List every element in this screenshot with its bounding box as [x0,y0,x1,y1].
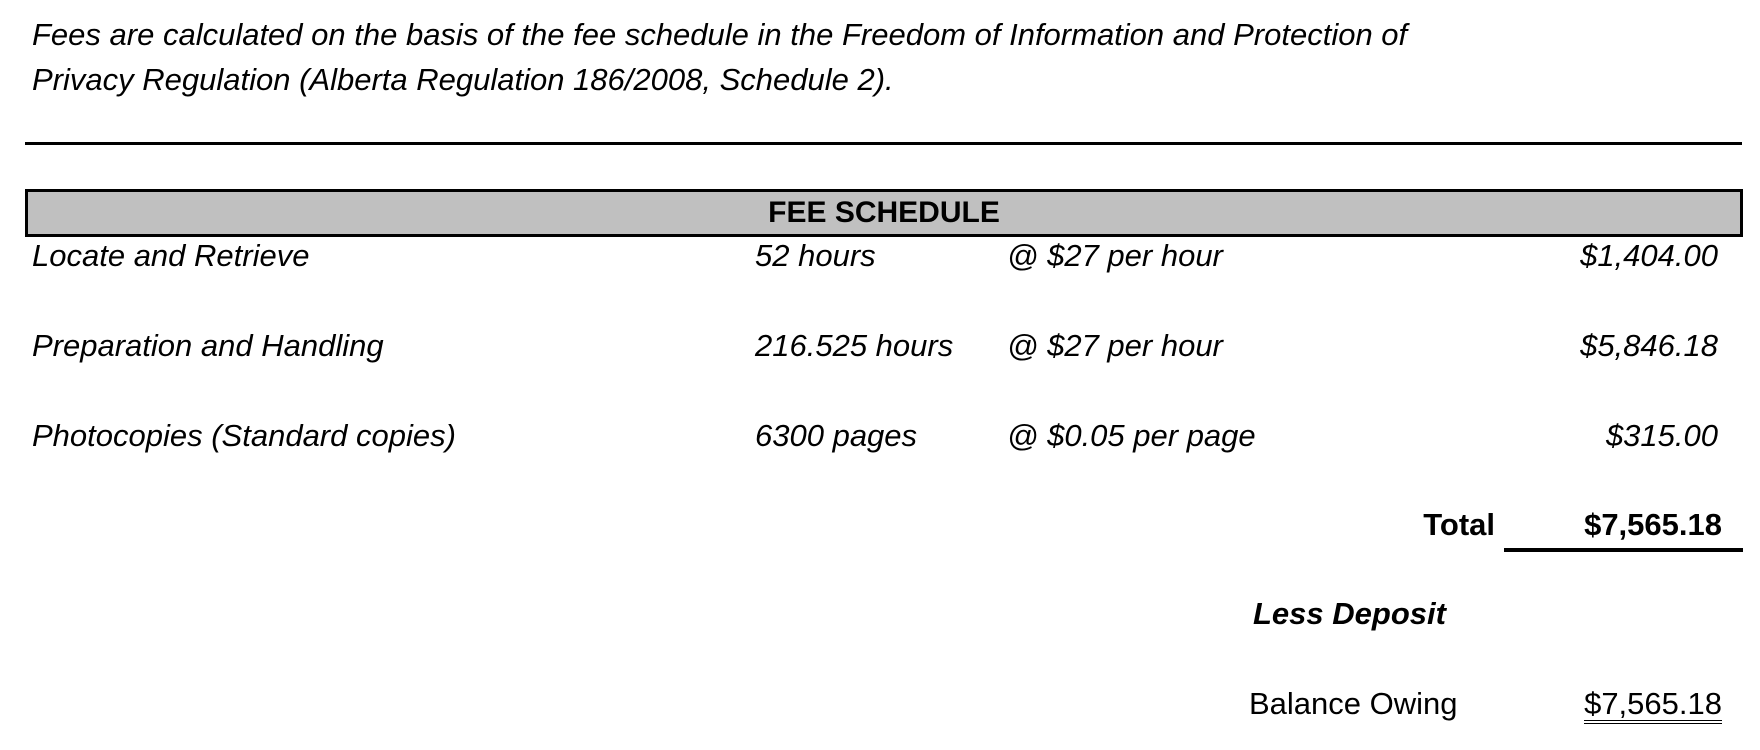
row-rate: @ $27 per hour [1007,238,1223,273]
less-deposit-label: Less Deposit [1253,596,1446,631]
intro-line-2: Privacy Regulation (Alberta Regulation 186/2008, Schedule 2). [32,62,894,97]
intro-text [32,12,1407,102]
intro-line-1: Fees are calculated on the basis of the fee schedule in the Freedom of Information and Protection of [32,17,1408,52]
row-rate: @ $0.05 per page [1007,418,1256,453]
fee-schedule-header: FEE SCHEDULE [25,189,1743,237]
total-label: Total [1423,507,1495,542]
row-quantity: 52 hours [755,238,876,273]
row-quantity: 6300 pages [755,418,918,453]
row-item: Photocopies (Standard copies) [32,418,456,453]
divider [25,142,1742,145]
balance-owing-label: Balance Owing [1249,686,1458,721]
row-quantity: 216.525 hours [755,328,954,363]
row-amount: $1,404.00 [1580,238,1718,273]
row-amount: $5,846.18 [1580,328,1718,363]
row-amount: $315.00 [1605,418,1718,453]
total-underline [1504,548,1743,552]
row-item: Preparation and Handling [32,328,384,363]
total-amount: $7,565.18 [1584,507,1722,542]
row-item: Locate and Retrieve [32,238,310,273]
row-rate: @ $27 per hour [1007,328,1223,363]
balance-owing-amount: $7,565.18 [1584,688,1722,724]
